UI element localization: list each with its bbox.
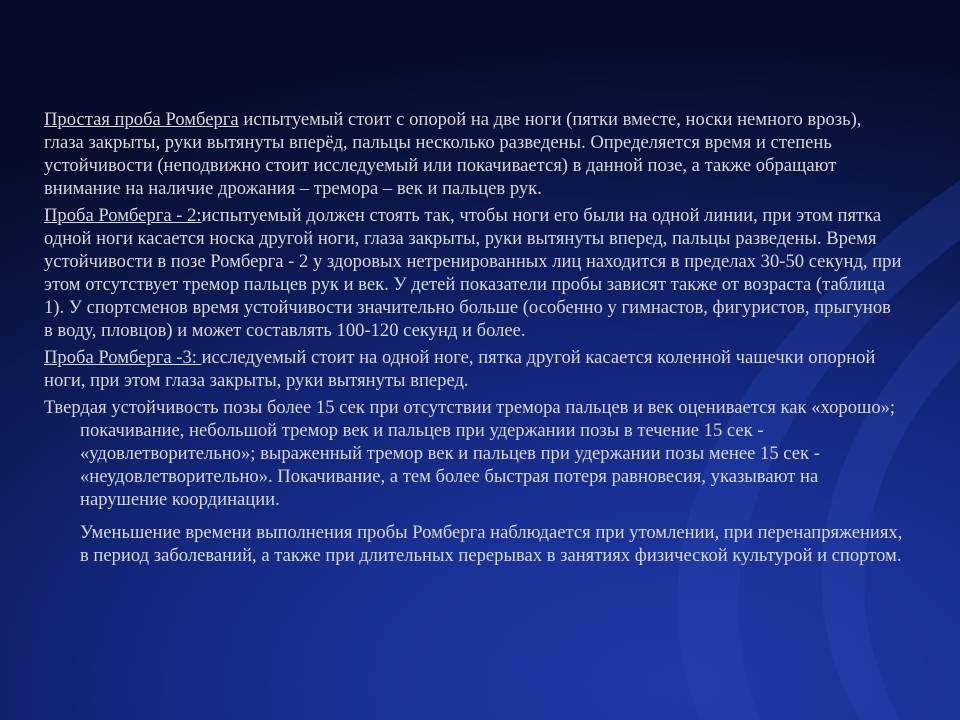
assessment-criteria: Твердая устойчивость позы более 15 сек при отсутствии тремора пальцев и век оценивается как «хорошо»; покачивание, небольшой тремор век и пальцев при удержании позы в течение 15 сек - «удовлетворительно»; выраженный тремор век и пальцев при удержании позы менее 15 сек - «неудовлетворительно». Покачивание, а тем более быстрая потеря равновесия, указывают на нарушение координации. (44, 397, 896, 510)
paragraph-title: Проба Ромберга -3: (44, 347, 202, 368)
paragraph-title: Проба Ромберга - 2: (44, 205, 202, 226)
fatigue-note: Уменьшение времени выполнения пробы Ромберга наблюдается при утомлении, при перенапряжениях, в период заболеваний, а также при длительных перерывах в занятиях физической культурой и спортом. (80, 522, 903, 566)
paragraph-title: Простая проба Ромберга (44, 109, 239, 130)
paragraph-text: испытуемый стоит с опорой на две ноги (пятки вместе, носки немного врозь), глаза закрыты, руки вытянуты вперёд, пальцы несколько разведены. Определяется время и степень устойчивости (неподвижно стоит исследуемый или покачивается) в данной позе, а также обращают внимание на наличие дрожания – тремора – век и пальцев рук. (44, 109, 862, 199)
paragraph-romberg-2 (44, 204, 904, 342)
paragraph-text: испытуемый должен стоять так, чтобы ноги его были на одной линии, при этом пятка одной ноги касается носка другой ноги, глаза закрыты, руки вытянуты вперед, пальцы разведены. Время устойчивости в позе Ромберга - 2 у здоровых нетренированных лиц находится в пределах 30-50 секунд, при этом отсутствует тремор пальцев рук и век. У детей показатели пробы зависят также от возраста (таблица 1). У спортсменов время устойчивости значительно больше (особенно у гимнастов, фигуристов, прыгунов в воду, пловцов) и может составлять 100-120 секунд и более. (44, 205, 902, 341)
paragraph-simple-romberg (44, 108, 904, 200)
slide-body (44, 108, 904, 567)
paragraph-romberg-3 (44, 346, 904, 392)
paragraph-text: исследуемый стоит на одной ноге, пятка другой касается коленной чашечки опорной ноги, при этом глаза закрыты, руки вытянуты вперед. (44, 347, 876, 391)
